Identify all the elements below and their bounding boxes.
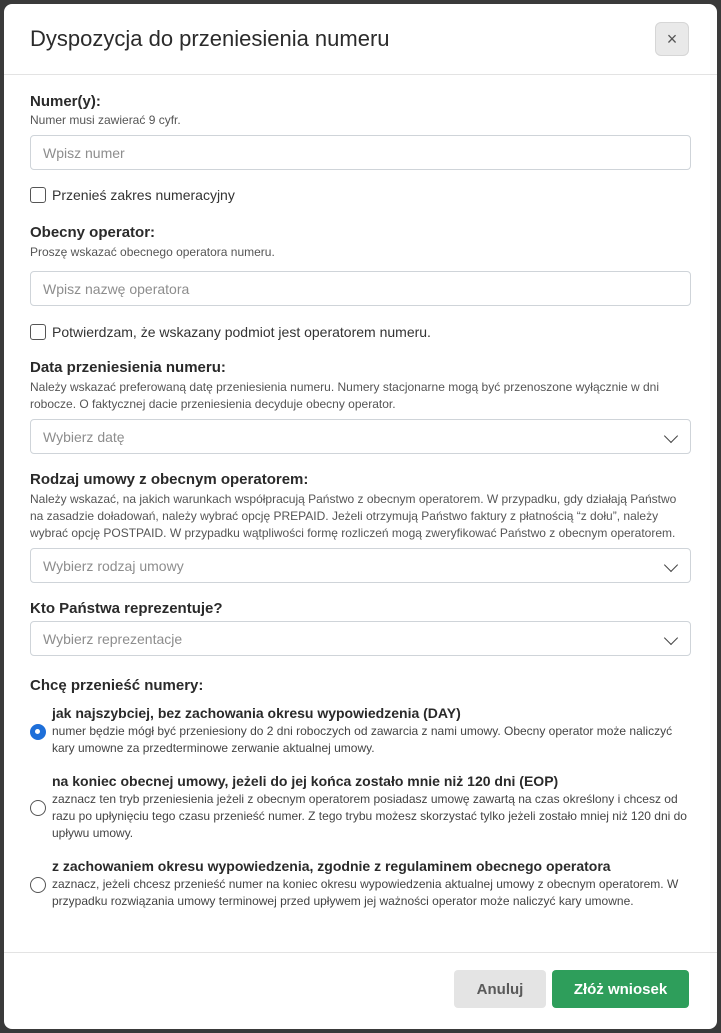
chevron-down-icon <box>664 429 678 443</box>
date-select[interactable] <box>30 419 691 454</box>
date-select-placeholder: Wybierz datę <box>43 428 125 445</box>
transfer-mode-section <box>30 677 691 910</box>
date-section <box>30 359 691 454</box>
transfer-mode-label: Chcę przenieść numery: <box>30 677 204 694</box>
contract-select-placeholder: Wybierz rodzaj umowy <box>43 557 184 574</box>
cancel-button[interactable]: Anuluj <box>454 970 546 1008</box>
numbers-label: Numer(y): <box>30 93 101 110</box>
modal-title: Dyspozycja do przeniesienia numeru <box>30 26 390 51</box>
transfer-radio-eop[interactable] <box>30 800 46 816</box>
modal-footer <box>4 952 717 1029</box>
range-checkbox[interactable] <box>30 187 46 203</box>
operator-confirm-row[interactable] <box>30 324 691 340</box>
close-icon: × <box>666 28 678 49</box>
date-label: Data przeniesienia numeru: <box>30 359 226 376</box>
transfer-option-day[interactable] <box>30 705 691 757</box>
representative-select[interactable] <box>30 621 691 656</box>
operator-input[interactable] <box>30 271 691 306</box>
transfer-option-desc: numer będzie mógł być przeniesiony do 2 dni roboczych od zawarcia z nami umowy. Obecny operator może naliczyć kary umowne za przedterminowe zerwanie aktualnej umowy. <box>52 724 673 755</box>
submit-button[interactable]: Złóż wniosek <box>552 970 689 1008</box>
numbers-help: Numer musi zawierać 9 cyfr. <box>30 113 181 127</box>
operator-input-placeholder: Wpisz nazwę operatora <box>43 280 190 297</box>
range-checkbox-label: Przenieś zakres numeracyjny <box>52 187 235 203</box>
number-input[interactable] <box>30 135 691 170</box>
chevron-down-icon <box>664 631 678 645</box>
transfer-option-eop[interactable] <box>30 773 691 842</box>
range-checkbox-row[interactable] <box>30 187 691 203</box>
date-help: Należy wskazać preferowaną datę przeniesienia numeru. Numery stacjonarne mogą być przenoszone wyłącznie w dni robocze. O faktycznej dacie przeniesienia decyduje obecny operator. <box>30 380 659 411</box>
contract-select[interactable] <box>30 548 691 583</box>
operator-section <box>30 224 691 340</box>
transfer-option-title: z zachowaniem okresu wypowiedzenia, zgodnie z regulaminem obecnego operatora <box>52 858 611 874</box>
numbers-section <box>30 93 691 203</box>
close-button[interactable] <box>655 22 689 56</box>
contract-section <box>30 471 691 583</box>
operator-confirm-label: Potwierdzam, że wskazany podmiot jest operatorem numeru. <box>52 324 431 340</box>
transfer-option-title: na koniec obecnej umowy, jeżeli do jej końca zostało mnie niż 120 dni (EOP) <box>52 773 559 789</box>
representative-label: Kto Państwa reprezentuje? <box>30 600 223 617</box>
transfer-option-desc: zaznacz ten tryb przeniesienia jeżeli z obecnym operatorem posiadasz umowę zawartą na czas określony i chcesz od razu po upłynięciu tego czasu przenieść numer. Z tego trybu możesz skorzystać tylko jeżeli zostało mniej niż 120 dni do upływu umowy. <box>52 792 687 840</box>
transfer-radio-day[interactable] <box>30 724 46 740</box>
transfer-option-desc: zaznacz, jeżeli chcesz przenieść numer na koniec okresu wypowiedzenia aktualnej umowy z obecnym operatorem. W przypadku rozwiązania umowy terminowej przed upływem jej ważności operator może naliczyć kary umowne. <box>52 877 679 908</box>
number-input-placeholder: Wpisz numer <box>43 144 125 161</box>
operator-label: Obecny operator: <box>30 224 156 241</box>
port-number-modal <box>4 4 717 1029</box>
representative-section <box>30 600 691 656</box>
representative-select-placeholder: Wybierz reprezentacje <box>43 630 183 647</box>
transfer-option-title: jak najszybciej, bez zachowania okresu wypowiedzenia (DAY) <box>52 705 461 721</box>
contract-help: Należy wskazać, na jakich warunkach współpracują Państwo z obecnym operatorem. W przypadku, gdy działają Państwo na zasadzie doładowań, należy wybrać opcję PREPAID. Jeżeli otrzymują Państwo faktury z płatnością “z dołu”, należy wybrać opcję POSTPAID. W przypadku wątpliwości formę rozliczeń mogą zweryfikować Państwo z obecnym operatorem. <box>30 492 677 540</box>
operator-confirm-checkbox[interactable] <box>30 324 46 340</box>
transfer-radio-notice[interactable] <box>30 877 46 893</box>
contract-label: Rodzaj umowy z obecnym operatorem: <box>30 471 309 488</box>
modal-body <box>4 75 717 910</box>
transfer-option-notice[interactable] <box>30 858 691 910</box>
modal-header <box>4 4 717 75</box>
chevron-down-icon <box>664 558 678 572</box>
operator-help: Proszę wskazać obecnego operatora numeru. <box>30 245 275 259</box>
